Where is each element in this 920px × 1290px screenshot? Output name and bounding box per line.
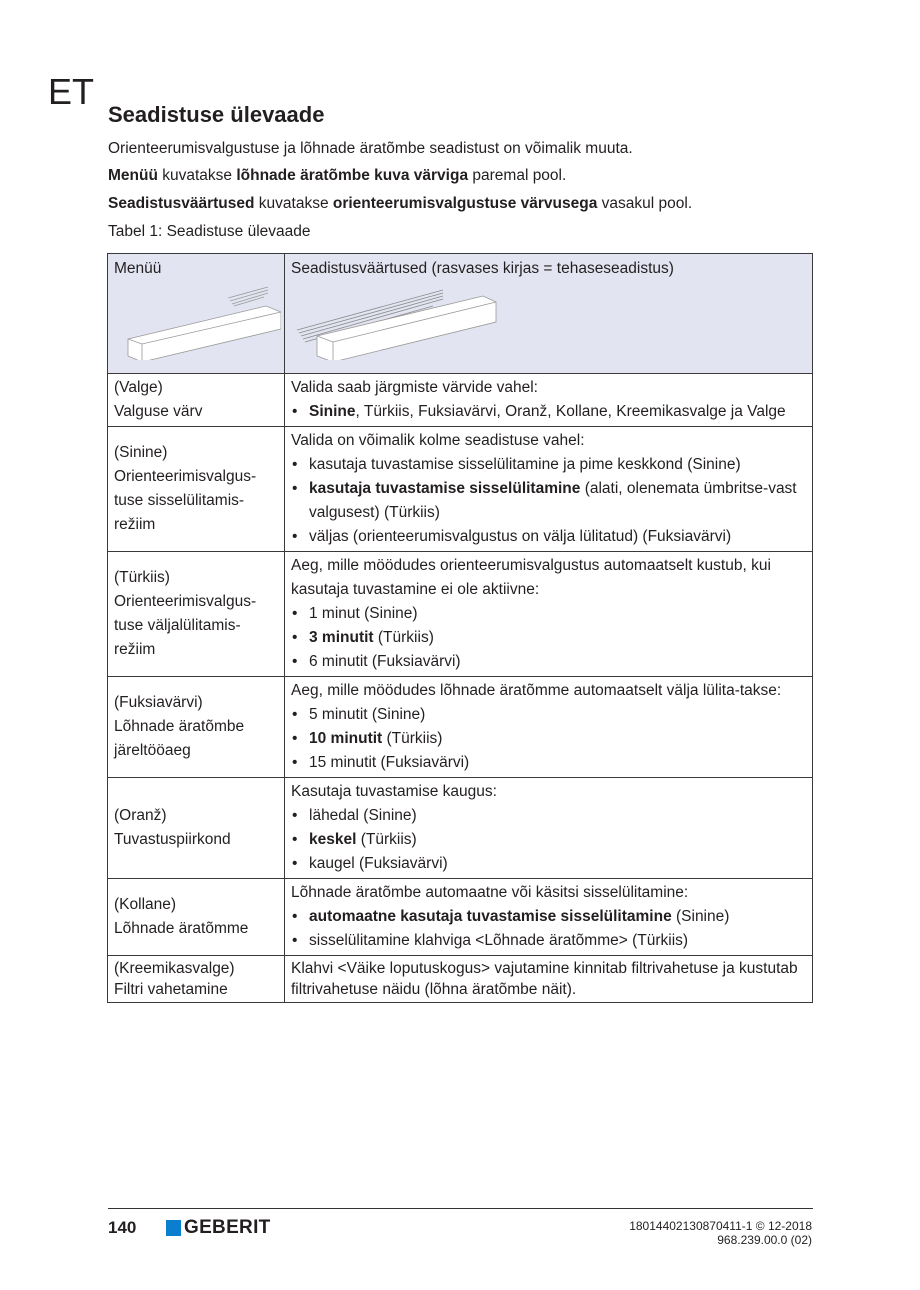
brand-name: GEBERIT (184, 1217, 271, 1238)
values-intro: Kasutaja tuvastamise kaugus: (291, 783, 497, 800)
option-item (291, 650, 806, 674)
header-values-label: Seadistusväärtused (rasvases kirjas = tehaseseadistus) (291, 260, 674, 277)
menu-color: (Valge) (114, 379, 163, 396)
option-list (291, 453, 806, 549)
option-item (291, 929, 806, 953)
table-row (108, 778, 813, 879)
option-item (291, 727, 806, 751)
option-text: sisselülitamine klahviga <Lõhnade äratõmme> (Türkiis) (309, 932, 689, 949)
table-row (108, 677, 813, 778)
bold-term: orienteerumisvalgustuse värvusega (332, 195, 598, 212)
default-value: 3 minutit (309, 629, 374, 646)
menu-color: (Kreemikasvalge) (114, 960, 235, 977)
menu-cell (108, 677, 285, 778)
table-row (108, 374, 813, 427)
option-text: , Türkiis, Fuksiavärvi, Oranž, Kollane, Kreemikasvalge ja Valge (355, 403, 786, 420)
option-item (291, 703, 806, 727)
option-text: 5 minutit (Sinine) (309, 706, 426, 723)
values-intro: Valida saab järgmiste värvide vahel: (291, 379, 538, 396)
menu-cell (108, 374, 285, 427)
values-cell (285, 374, 813, 427)
bold-term: lõhnade äratõmbe kuva värviga (236, 167, 469, 184)
option-item (291, 626, 806, 650)
page-title: Seadistuse ülevaade (108, 102, 325, 127)
table-row (108, 427, 813, 552)
document-id: 18014402130870411-1 © 12-2018 (629, 1219, 812, 1233)
values-cell (285, 677, 813, 778)
option-text: (Türkiis) (373, 629, 434, 646)
values-cell (285, 879, 813, 956)
default-value: kasutaja tuvastamise sisselülitamine (309, 480, 581, 497)
menu-color: (Oranž) (114, 807, 167, 824)
menu-label: Orienteerimisvalgus-tuse väljalülitamis-režiim (114, 593, 257, 658)
option-list (291, 905, 806, 953)
menu-label: Orienteerimisvalgus-tuse sisselülitamis-režiim (114, 468, 257, 533)
values-cell (285, 552, 813, 677)
table-row (108, 552, 813, 677)
menu-description (108, 166, 566, 186)
text: kuvatakse (157, 167, 237, 184)
table-header-row (108, 254, 813, 374)
document-info (629, 1219, 812, 1247)
default-value: keskel (309, 831, 357, 848)
default-value: automaatne kasutaja tuvastamise sisselülitamine (309, 908, 672, 925)
option-text: (Sinine) (671, 908, 730, 925)
option-text: 15 minutit (Fuksiavärvi) (309, 754, 470, 771)
menu-color: (Türkiis) (114, 569, 170, 586)
text: kuvatakse (254, 195, 333, 212)
values-intro: Valida on võimalik kolme seadistuse vahel: (291, 432, 585, 449)
text: paremal pool. (468, 167, 567, 184)
page-number: 140 (108, 1218, 137, 1237)
option-item (291, 905, 806, 929)
option-item (291, 852, 806, 876)
option-text: (alati, olenemata ümbritse-vast valgusest) (Türkiis) (309, 480, 797, 521)
header-menu (108, 254, 285, 374)
menu-label: Tuvastuspiirkond (114, 831, 231, 848)
values-cell (285, 427, 813, 552)
header-values (285, 254, 813, 374)
option-list (291, 602, 806, 674)
default-value: 10 minutit (309, 730, 383, 747)
text: vasakul pool. (597, 195, 693, 212)
footer-divider (108, 1208, 813, 1209)
option-text: lähedal (Sinine) (309, 807, 417, 824)
option-text: kaugel (Fuksiavärvi) (309, 855, 448, 872)
values-cell (285, 956, 813, 1003)
logo-square-icon (166, 1220, 181, 1236)
menu-cell (108, 778, 285, 879)
bold-term: Seadistusväärtused (108, 195, 255, 212)
menu-cell (108, 956, 285, 1003)
brand-logo (166, 1218, 271, 1238)
values-description (108, 194, 692, 214)
menu-color: (Sinine) (114, 444, 168, 461)
menu-cell (108, 879, 285, 956)
menu-label: Valguse värv (114, 403, 203, 420)
menu-cell (108, 552, 285, 677)
option-item (291, 804, 806, 828)
menu-label: Lõhnade äratõmbe järeltööaeg (114, 718, 245, 759)
bold-term: Menüü (108, 167, 158, 184)
option-item (291, 751, 806, 775)
option-text: 1 minut (Sinine) (309, 605, 418, 622)
settings-overview-table (107, 253, 813, 1003)
menu-cell (108, 427, 285, 552)
menu-label: Filtri vahetamine (114, 981, 228, 998)
option-item (291, 477, 806, 525)
device-illustration-menu-icon (116, 284, 281, 360)
default-value: Sinine (309, 403, 356, 420)
option-text: (Türkiis) (356, 831, 417, 848)
document-number: 968.239.00.0 (02) (717, 1233, 812, 1247)
option-list (291, 804, 806, 876)
table-row (108, 879, 813, 956)
option-item (291, 400, 806, 424)
table-caption: Tabel 1: Seadistuse ülevaade (108, 223, 311, 240)
option-item (291, 828, 806, 852)
device-illustration-values-icon (293, 284, 503, 360)
menu-color: (Fuksiavärvi) (114, 694, 203, 711)
option-list (291, 703, 806, 775)
values-cell (285, 778, 813, 879)
option-list (291, 400, 806, 424)
table-row (108, 956, 813, 1003)
values-intro: Aeg, mille möödudes lõhnade äratõmme automaatselt välja lülita-takse: (291, 682, 782, 699)
menu-color: (Kollane) (114, 896, 177, 913)
header-menu-label: Menüü (114, 260, 162, 277)
values-intro: Lõhnade äratõmbe automaatne või käsitsi sisselülitamine: (291, 884, 689, 901)
option-item (291, 602, 806, 626)
option-text: 6 minutit (Fuksiavärvi) (309, 653, 461, 670)
option-item (291, 525, 806, 549)
option-text: kasutaja tuvastamise sisselülitamine ja pime keskkond (Sinine) (309, 456, 741, 473)
values-intro: Klahvi <Väike loputuskogus> vajutamine kinnitab filtrivahetuse ja kustutab filtrivahetuse näidu (lõhna äratõmbe näit). (291, 960, 798, 998)
menu-label: Lõhnade äratõmme (114, 920, 249, 937)
values-intro: Aeg, mille möödudes orienteerumisvalgustus automaatselt kustub, kui kasutaja tuvastamine ei ole aktiivne: (291, 557, 771, 598)
option-item (291, 453, 806, 477)
option-text: (Türkiis) (382, 730, 443, 747)
option-text: väljas (orienteerumisvalgustus on välja lülitatud) (Fuksiavärvi) (309, 528, 732, 545)
language-code: ET (48, 71, 95, 112)
intro-text: Orienteerumisvalgustuse ja lõhnade äratõmbe seadistust on võimalik muuta. (108, 140, 633, 157)
